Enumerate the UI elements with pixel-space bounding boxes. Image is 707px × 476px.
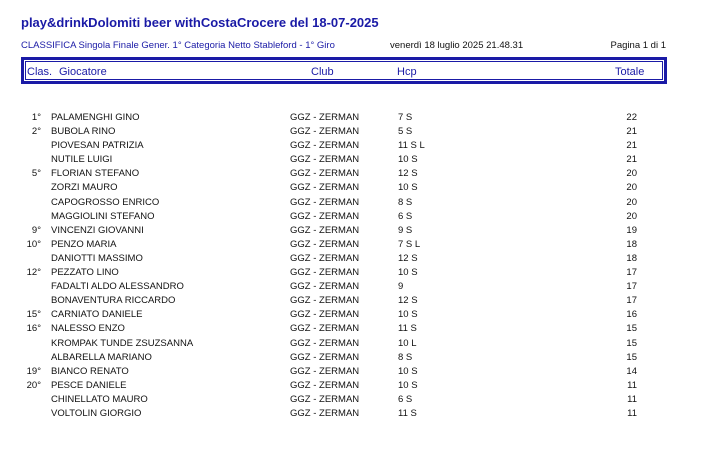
hcp-cell: 10 S [398, 379, 418, 391]
page-indicator: Pagina 1 di 1 [610, 40, 666, 51]
total-cell: 21 [626, 140, 637, 152]
table-row [0, 266, 707, 280]
total-cell: 20 [626, 210, 637, 222]
club-cell: GGZ - ZERMAN [290, 126, 360, 138]
rank-cell: 19° [26, 365, 41, 377]
player-name-cell: PESCE DANIELE [51, 379, 127, 391]
hcp-cell: 10 S [398, 182, 418, 194]
hcp-cell: 10 S [398, 267, 418, 279]
table-row [0, 139, 707, 153]
total-cell: 15 [626, 323, 637, 335]
player-name-cell: PALAMENGHI GINO [51, 112, 140, 123]
club-cell: GGZ - ZERMAN [290, 196, 360, 208]
hcp-cell: 10 L [398, 337, 417, 349]
hcp-cell: 8 S [398, 351, 413, 363]
table-row [0, 196, 707, 210]
club-cell: GGZ - ZERMAN [290, 309, 360, 321]
player-name-cell: BONAVENTURA RICCARDO [51, 295, 176, 307]
player-name-cell: VINCENZI GIOVANNI [51, 224, 144, 236]
player-name-cell: NUTILE LUIGI [51, 154, 113, 166]
player-name-cell: PEZZATO LINO [51, 267, 119, 279]
table-row [0, 181, 707, 195]
results-table [0, 111, 707, 421]
rank-cell: 1° [31, 112, 41, 123]
player-name-cell: MAGGIOLINI STEFANO [51, 210, 155, 222]
table-row [0, 111, 707, 125]
table-row [0, 210, 707, 224]
club-cell: GGZ - ZERMAN [290, 112, 360, 123]
player-name-cell: BIANCO RENATO [51, 365, 129, 377]
player-name-cell: BUBOLA RINO [51, 126, 116, 138]
table-header [21, 57, 667, 84]
table-row [0, 365, 707, 379]
table-row [0, 322, 707, 336]
rank-cell: 5° [31, 168, 41, 180]
club-cell: GGZ - ZERMAN [290, 295, 360, 307]
hcp-cell: 12 S [398, 168, 418, 180]
hcp-cell: 10 S [398, 154, 418, 166]
total-cell: 17 [626, 281, 637, 293]
total-cell: 21 [626, 154, 637, 166]
rank-cell: 20° [26, 379, 41, 391]
player-name-cell: PENZO MARIA [51, 238, 117, 250]
hcp-cell: 8 S [398, 196, 413, 208]
table-row [0, 238, 707, 252]
player-name-cell: ALBARELLA MARIANO [51, 351, 152, 363]
player-name-cell: PIOVESAN PATRIZIA [51, 140, 144, 152]
rank-cell: 10° [26, 238, 41, 250]
total-cell: 11 [627, 379, 637, 391]
rank-cell: 12° [26, 267, 41, 279]
total-cell: 15 [626, 337, 637, 349]
hcp-cell: 11 S L [398, 140, 425, 152]
club-cell: GGZ - ZERMAN [290, 154, 360, 166]
player-name-cell: FADALTI ALDO ALESSANDRO [51, 281, 184, 293]
hcp-cell: 11 S [398, 323, 417, 335]
table-row [0, 308, 707, 322]
hcp-cell: 7 S [398, 112, 413, 123]
total-cell: 15 [626, 351, 637, 363]
player-name-cell: VOLTOLIN GIORGIO [51, 407, 142, 419]
header-hcp: Hcp [397, 66, 417, 78]
report-date: venerdì 18 luglio 2025 21.48.31 [390, 40, 524, 51]
table-row [0, 280, 707, 294]
club-cell: GGZ - ZERMAN [290, 407, 360, 419]
page-title: play&drinkDolomiti beer withCostaCrocere del 18-07-2025 [21, 15, 379, 30]
total-cell: 18 [626, 252, 637, 264]
club-cell: GGZ - ZERMAN [290, 140, 360, 152]
total-cell: 22 [626, 112, 637, 123]
table-row [0, 351, 707, 365]
rank-cell: 16° [26, 323, 41, 335]
player-name-cell: NALESSO ENZO [51, 323, 125, 335]
total-cell: 16 [626, 309, 637, 321]
table-row [0, 125, 707, 139]
total-cell: 21 [626, 126, 637, 138]
total-cell: 17 [626, 267, 637, 279]
header-club: Club [311, 66, 334, 78]
total-cell: 17 [626, 295, 637, 307]
hcp-cell: 10 S [398, 365, 418, 377]
total-cell: 20 [626, 196, 637, 208]
table-row [0, 167, 707, 181]
total-cell: 11 [627, 407, 637, 419]
club-cell: GGZ - ZERMAN [290, 351, 360, 363]
club-cell: GGZ - ZERMAN [290, 238, 360, 250]
total-cell: 11 [627, 393, 637, 405]
club-cell: GGZ - ZERMAN [290, 337, 360, 349]
club-cell: GGZ - ZERMAN [290, 281, 360, 293]
table-row [0, 407, 707, 421]
club-cell: GGZ - ZERMAN [290, 267, 360, 279]
total-cell: 20 [626, 182, 637, 194]
club-cell: GGZ - ZERMAN [290, 365, 360, 377]
hcp-cell: 9 [398, 281, 404, 293]
rank-cell: 15° [26, 309, 41, 321]
club-cell: GGZ - ZERMAN [290, 252, 360, 264]
club-cell: GGZ - ZERMAN [290, 224, 360, 236]
hcp-cell: 7 S L [398, 238, 421, 250]
hcp-cell: 11 S [398, 407, 417, 419]
hcp-cell: 6 S [398, 210, 413, 222]
hcp-cell: 10 S [398, 309, 418, 321]
player-name-cell: ZORZI MAURO [51, 182, 118, 194]
player-name-cell: DANIOTTI MASSIMO [51, 252, 143, 264]
total-cell: 14 [626, 365, 637, 377]
club-cell: GGZ - ZERMAN [290, 393, 360, 405]
total-cell: 18 [626, 238, 637, 250]
total-cell: 20 [626, 168, 637, 180]
rank-cell: 9° [31, 224, 41, 236]
table-row [0, 153, 707, 167]
club-cell: GGZ - ZERMAN [290, 379, 360, 391]
player-name-cell: CAPOGROSSO ENRICO [51, 196, 160, 208]
table-row [0, 393, 707, 407]
table-row [0, 337, 707, 351]
classification-subtitle: CLASSIFICA Singola Finale Gener. 1° Categoria Netto Stableford - 1° Giro [21, 40, 335, 51]
club-cell: GGZ - ZERMAN [290, 323, 360, 335]
rank-cell: 2° [31, 126, 41, 138]
header-clas: Clas. [27, 66, 53, 78]
club-cell: GGZ - ZERMAN [290, 182, 360, 194]
table-row [0, 294, 707, 308]
table-row [0, 224, 707, 238]
player-name-cell: CHINELLATO MAURO [51, 393, 148, 405]
club-cell: GGZ - ZERMAN [290, 210, 360, 222]
club-cell: GGZ - ZERMAN [290, 168, 360, 180]
total-cell: 19 [626, 224, 637, 236]
hcp-cell: 5 S [398, 126, 413, 138]
header-giocatore: Giocatore [59, 66, 107, 78]
hcp-cell: 6 S [398, 393, 413, 405]
table-row [0, 252, 707, 266]
hcp-cell: 9 S [398, 224, 413, 236]
player-name-cell: CARNIATO DANIELE [51, 309, 143, 321]
hcp-cell: 12 S [398, 252, 418, 264]
table-row [0, 379, 707, 393]
player-name-cell: KROMPAK TUNDE ZSUZSANNA [51, 337, 194, 349]
header-totale: Totale [615, 66, 645, 78]
hcp-cell: 12 S [398, 295, 418, 307]
player-name-cell: FLORIAN STEFANO [51, 168, 140, 180]
